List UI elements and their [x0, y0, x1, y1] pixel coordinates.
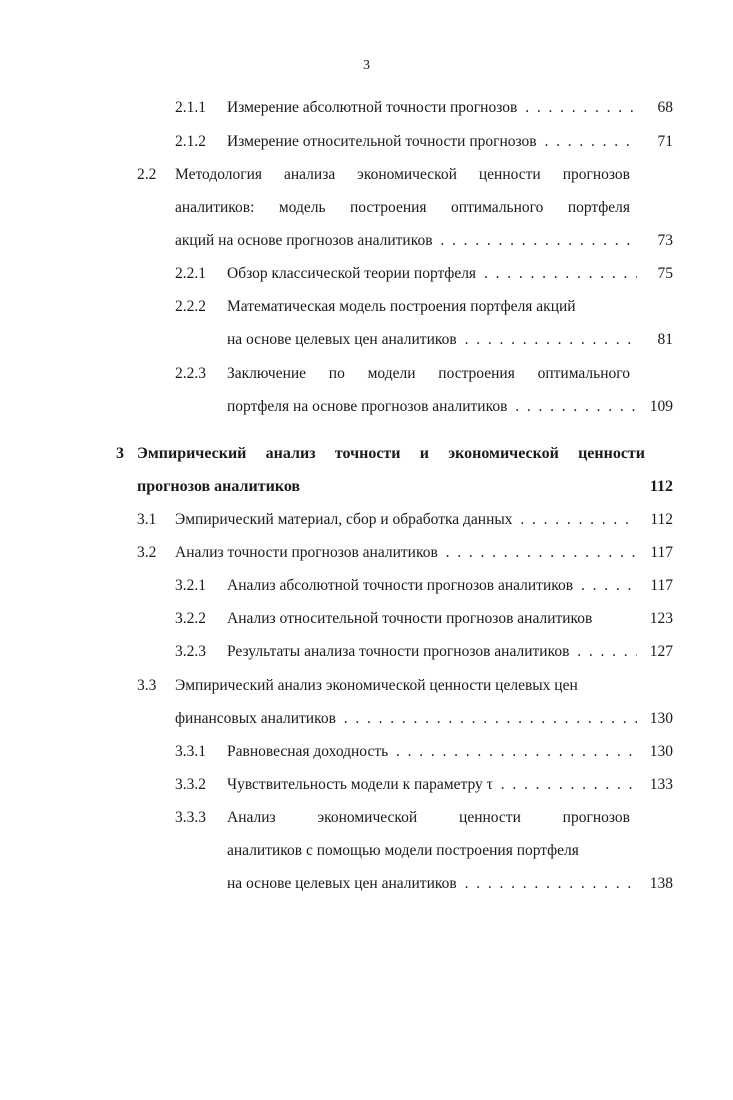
toc-title: Результаты анализа точности прогнозов аналитиков [227, 643, 570, 660]
toc-title: Равновесная доходность [227, 743, 389, 760]
toc-page: 117 [650, 544, 673, 561]
toc-number: 3.3 [137, 677, 157, 694]
toc-number: 3.2.2 [175, 610, 206, 627]
toc-title: Заключение по модели построения оптимального [227, 365, 630, 382]
toc-entry[interactable] [227, 396, 673, 418]
chapter-number: 3 [116, 445, 124, 462]
toc-page: 81 [657, 331, 673, 348]
toc-page: 130 [649, 743, 673, 760]
toc-page: 71 [657, 133, 673, 150]
toc-page: 112 [649, 478, 673, 495]
toc-title: Эмпирический анализ экономической ценности целевых цен [175, 677, 578, 694]
toc-title: Обзор классической теории портфеля [227, 265, 477, 282]
toc-number: 2.2.3 [175, 365, 206, 382]
toc-page: 75 [657, 265, 673, 282]
page-number: 3 [363, 58, 370, 73]
toc-page: 68 [657, 99, 673, 116]
toc-page: 133 [649, 776, 673, 793]
toc-number: 3.3.1 [175, 743, 206, 760]
toc-number: 3.2.3 [175, 643, 206, 660]
toc-title: Измерение относительной точности прогнозов [227, 133, 537, 150]
toc-number: 3.1 [137, 511, 157, 528]
toc-entry[interactable] [175, 542, 673, 564]
toc-entry[interactable] [227, 774, 673, 796]
toc-number: 2.1.2 [175, 133, 206, 150]
toc-number: 3.2 [137, 544, 157, 561]
chapter-entry[interactable] [137, 476, 673, 498]
toc-title: финансовых аналитиков [175, 710, 336, 727]
toc-entry[interactable] [227, 641, 673, 663]
toc-title: аналитиков с помощью модели построения портфеля [227, 842, 579, 859]
toc-page: 109 [649, 398, 673, 415]
toc-number: 3.2.1 [175, 577, 206, 594]
toc-title: аналитиков: модель построения оптимального портфеля [175, 199, 630, 216]
chapter-title: Эмпирический анализ точности и экономической ценности [137, 445, 645, 462]
toc-number: 3.3.3 [175, 809, 206, 826]
toc-entry[interactable] [175, 708, 673, 730]
toc-entry[interactable] [227, 329, 673, 351]
toc-page: 112 [650, 511, 673, 528]
chapter-title: прогнозов аналитиков [137, 478, 301, 495]
toc-entry[interactable] [227, 575, 673, 597]
toc-entry[interactable] [227, 131, 673, 153]
toc-number: 2.1.1 [175, 99, 206, 116]
toc-title: Анализ относительной точности прогнозов аналитиков [227, 610, 593, 627]
toc-title: портфеля на основе прогнозов аналитиков [227, 398, 508, 415]
toc-page: 117 [650, 577, 673, 594]
toc-page: 127 [649, 643, 673, 660]
toc-entry[interactable] [227, 97, 673, 119]
toc-entry[interactable] [227, 263, 673, 285]
toc-number: 3.3.2 [175, 776, 206, 793]
toc-title: Анализ экономической ценности прогнозов [227, 809, 630, 826]
toc-page: 123 [649, 610, 673, 627]
toc-page: 130 [649, 710, 673, 727]
toc-title: Чувствительность модели к параметру τ [227, 776, 493, 793]
toc-entry[interactable] [175, 230, 673, 252]
toc-title: Измерение абсолютной точности прогнозов [227, 99, 518, 116]
toc-number: 2.2.2 [175, 298, 206, 315]
toc-entry[interactable] [227, 741, 673, 763]
toc-title: на основе целевых цен аналитиков [227, 875, 457, 892]
toc-title: Анализ абсолютной точности прогнозов аналитиков [227, 577, 574, 594]
toc-title: на основе целевых цен аналитиков [227, 331, 457, 348]
toc-number: 2.2 [137, 166, 157, 183]
toc-title: Методология анализа экономической ценности прогнозов [175, 166, 630, 183]
toc-title: Эмпирический материал, сбор и обработка данных [175, 511, 513, 528]
toc-page: 73 [657, 232, 673, 249]
toc-number: 2.2.1 [175, 265, 206, 282]
toc-title: Математическая модель построения портфеля акций [227, 298, 576, 315]
toc-title: акций на основе прогнозов аналитиков [175, 232, 433, 249]
toc-entry[interactable] [227, 608, 673, 630]
toc-page: 138 [649, 875, 673, 892]
toc-entry[interactable] [175, 509, 673, 531]
toc-entry[interactable] [227, 873, 673, 895]
toc-title: Анализ точности прогнозов аналитиков [175, 544, 438, 561]
